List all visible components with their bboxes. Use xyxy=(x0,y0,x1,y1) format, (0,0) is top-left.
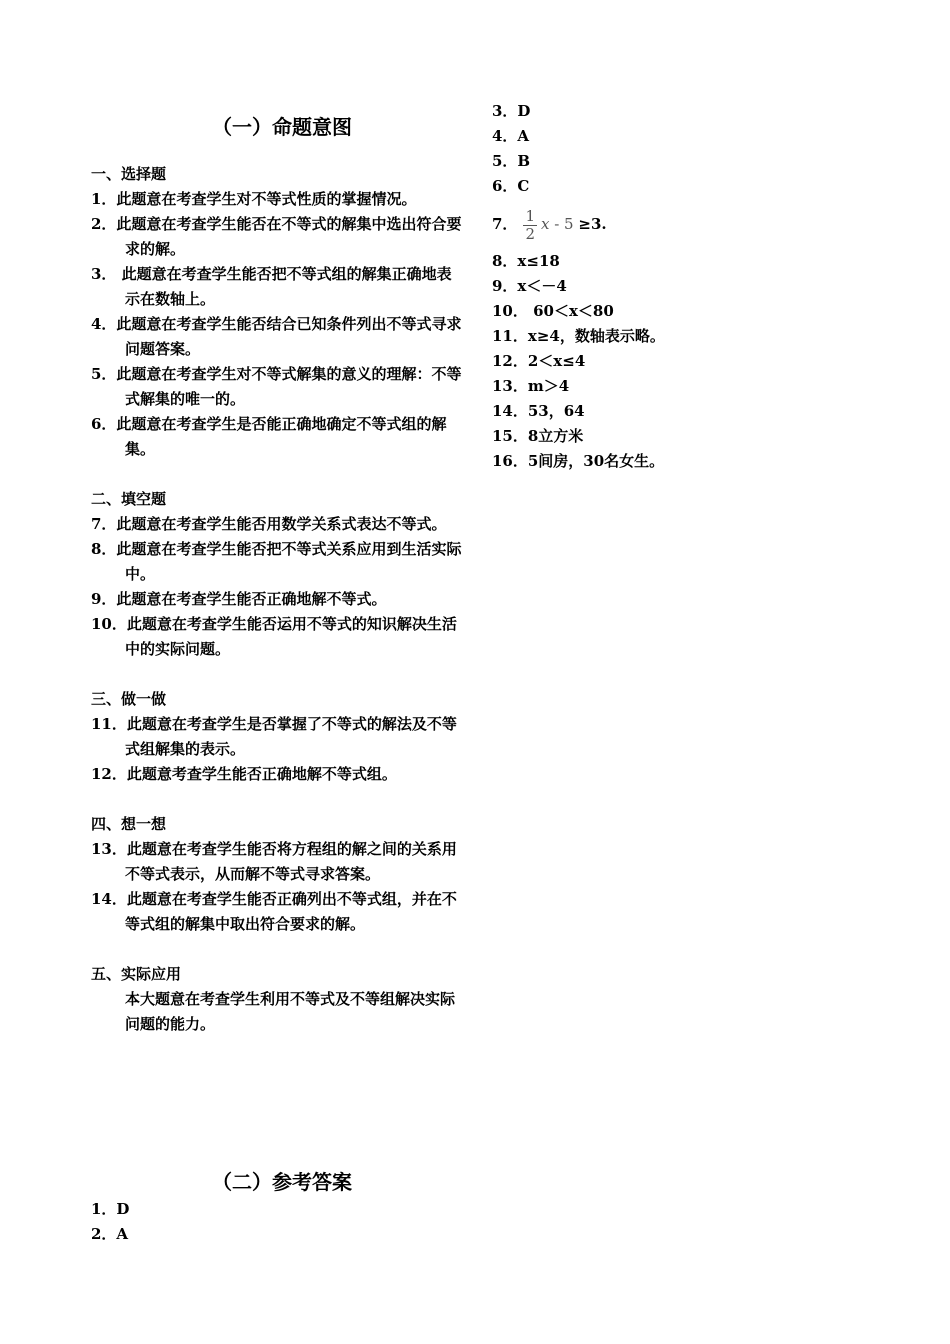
answer-12: 12．2＜x≤4 xyxy=(492,352,586,370)
answer-14: 14．53，64 xyxy=(492,402,585,420)
expression-minus-five: - 5 xyxy=(549,215,579,233)
answer-2: 2．A xyxy=(91,1225,129,1243)
intent-item-2: 2．此题意在考查学生能否在不等式的解集中选出符合要求的解。 xyxy=(91,215,462,258)
intent-item-10: 10．此题意在考查学生能否运用不等式的知识解决生活中的实际问题。 xyxy=(91,615,457,658)
spacer xyxy=(91,787,463,812)
answer-10: 10． 60＜x＜80 xyxy=(492,302,614,320)
answer-5: 5．B xyxy=(492,152,531,170)
spacer xyxy=(91,662,463,687)
intent-item-3: 3． 此题意在考查学生能否把不等式组的解集正确地表示在数轴上。 xyxy=(91,265,452,308)
intent-column xyxy=(91,112,463,1037)
answer-1: 1．D xyxy=(91,1200,130,1218)
intent-item-9: 9．此题意在考查学生能否正确地解不等式。 xyxy=(91,590,387,608)
intent-item-1: 1．此题意在考查学生对不等式性质的掌握情况。 xyxy=(91,190,417,208)
section-title-choice: 一、选择题 xyxy=(91,165,167,183)
fraction-denominator: 2 xyxy=(525,224,535,243)
intent-item-8: 8．此题意在考查学生能否把不等式关系应用到生活实际中。 xyxy=(91,540,462,583)
intent-item-7: 7．此题意在考查学生能否用数学关系式表达不等式。 xyxy=(91,515,447,533)
answer-7-prefix: 7． xyxy=(492,215,518,233)
answer-6: 6．C xyxy=(492,177,530,195)
section-title-fill: 二、填空题 xyxy=(91,490,167,508)
answer-4: 4．A xyxy=(492,127,530,145)
answer-3: 3．D xyxy=(492,102,531,120)
answer-15: 15．8立方米 xyxy=(492,427,584,445)
variable-x: x xyxy=(540,215,550,233)
intent-item-11: 11．此题意在考查学生是否掌握了不等式的解法及不等式组解集的表示。 xyxy=(91,715,457,758)
intent-item-4: 4．此题意在考查学生能否结合已知条件列出不等式寻求问题答案。 xyxy=(91,315,462,358)
answer-9: 9．x＜－4 xyxy=(492,277,567,295)
intent-item-5: 5．此题意在考查学生对不等式解集的意义的理解：不等式解集的唯一的。 xyxy=(91,365,462,408)
answers-column-left xyxy=(91,1167,463,1247)
spacer xyxy=(91,462,463,487)
fraction-one-half xyxy=(523,208,537,243)
section-title-think: 四、想一想 xyxy=(91,815,167,833)
answer-13: 13．m＞4 xyxy=(492,377,570,395)
spacer xyxy=(91,937,463,962)
section-title-application: 五、实际应用 xyxy=(91,965,182,983)
section-heading-answers: （二）参考答案 xyxy=(212,1170,352,1194)
section-title-practice: 三、做一做 xyxy=(91,690,167,708)
intent-item-6: 6．此题意在考查学生是否能正确地确定不等式组的解集。 xyxy=(91,415,447,458)
intent-item-12: 12．此题意考查学生能否正确地解不等式组。 xyxy=(91,765,397,783)
intent-item-14: 14．此题意在考查学生能否正确列出不等式组，并在不等式组的解集中取出符合要求的解。 xyxy=(91,890,457,933)
answer-8: 8．x≤18 xyxy=(492,252,560,270)
answer-7 xyxy=(492,199,792,249)
fraction-numerator: 1 xyxy=(525,206,535,225)
answer-7-suffix: ≥3. xyxy=(578,215,607,233)
answer-11: 11．x≥4，数轴表示略。 xyxy=(492,327,665,345)
answer-16: 16．5间房，30名女生。 xyxy=(492,452,665,470)
application-paragraph: 本大题意在考查学生利用不等式及不等组解决实际问题的能力。 xyxy=(125,990,456,1033)
intent-item-13: 13．此题意在考查学生能否将方程组的解之间的关系用不等式表示，从而解不等式寻求答案。 xyxy=(91,840,457,883)
answers-column-right xyxy=(492,99,792,474)
section-heading-intent: （一）命题意图 xyxy=(212,115,352,139)
